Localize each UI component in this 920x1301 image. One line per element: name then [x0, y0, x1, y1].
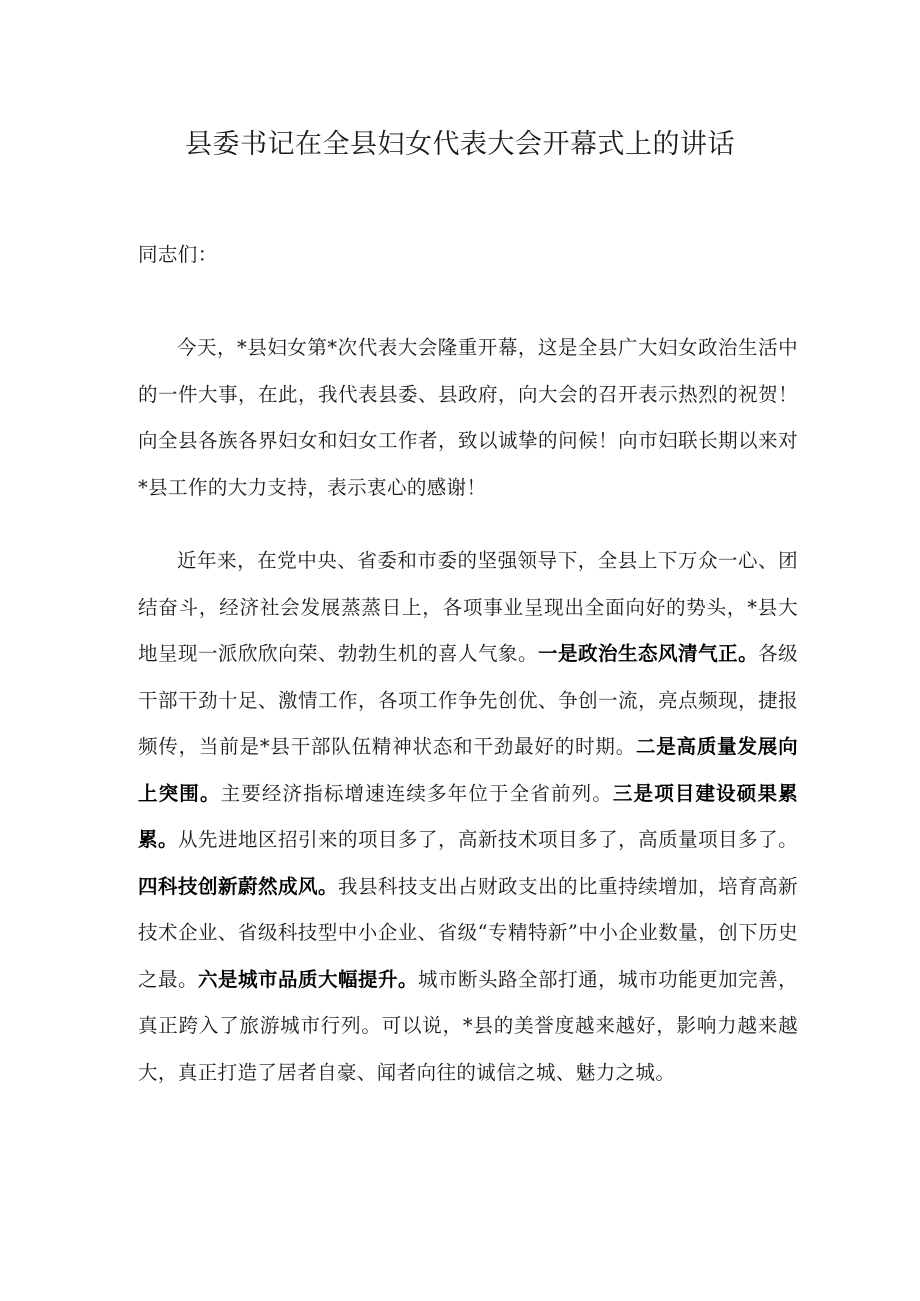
point6-heading: 六是城市品质大幅提升。 [198, 967, 419, 991]
point4-heading: 四科技创新蔚然成风。 [138, 874, 339, 898]
point2-heading: 二是高质量发展向上突围。 [138, 735, 798, 805]
point1-heading: 一是政治生态风清气正。 [538, 642, 759, 665]
paragraph-opening: 今天，*县妇女第*次代表大会隆重开幕，这是全县广大妇女政治生活中的一件大事，在此，我代表县委、县政府，向大会的召开表示热烈的祝贺！向全县各族各界妇女和妇女工作者，致以诚挚的问候！向市妇联长期以来对*县工作的大力支持，表示衷心的感谢！ [138, 336, 798, 499]
point3-heading: 三是项目建设硕果累累。 [138, 781, 798, 851]
point3-text: 从先进地区招引来的项目多了，高新技术项目多了，高质量项目多了。 [178, 828, 798, 851]
greeting: 同志们： [138, 243, 218, 266]
paragraph-achievements [138, 538, 798, 1096]
point2-text: 主要经济指标增速连续多年位于全省前列。 [220, 781, 613, 805]
achievements-intro: 近年来，在党中央、省委和市委的坚强领导下，全县上下万众一心、团结奋斗，经济社会发展蒸蒸日上，各项事业呈现出全面向好的势头，*县大地呈现一派欣欣向荣、勃勃生机的喜人气象。 [138, 549, 798, 665]
point6-text: 城市断头路全部打通，城市功能更加完善，真正跨入了旅游城市行列。可以说，*县的美誉度越来越好，影响力越来越大，真正打造了居者自豪、闻者向往的诚信之城、魅力之城。 [138, 967, 798, 1084]
point1-text: 各级干部干劲十足、激情工作，各项工作争先创优、争创一流，亮点频现，捷报频传，当前是*县干部队伍精神状态和干劲最好的时期。 [138, 642, 798, 758]
document-title: 县委书记在全县妇女代表大会开幕式上的讲话 [185, 129, 735, 160]
point4-text: 我县科技支出占财政支出的比重持续增加，培育高新技术企业、省级科技型中小企业、省级“专精特新”中小企业数量，创下历史之最。 [138, 874, 798, 991]
